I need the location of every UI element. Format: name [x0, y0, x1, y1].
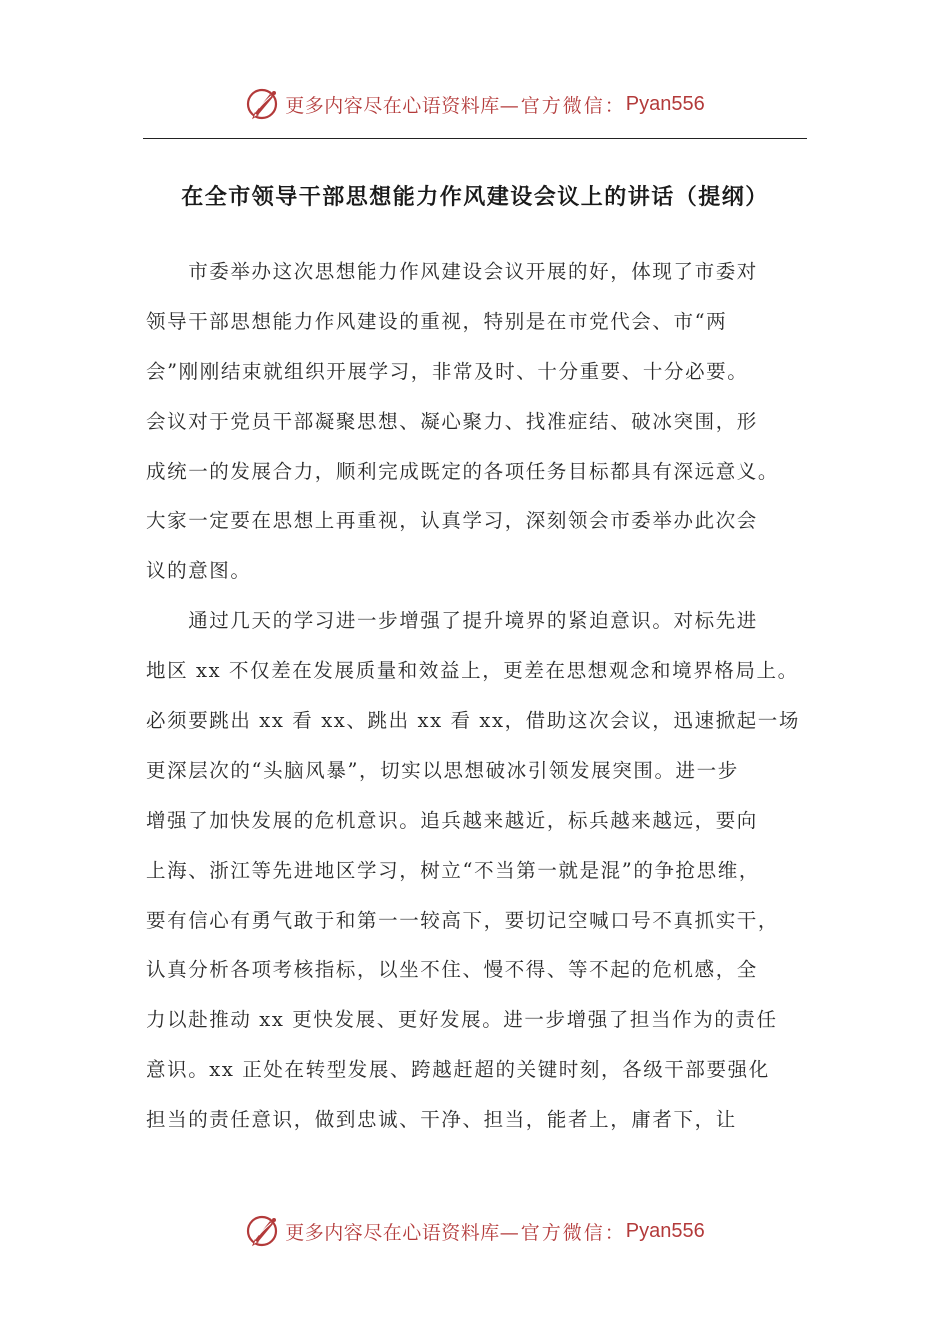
- body-line: 上海、浙江等先进地区学习，树立“不当第一就是混”的争抢思维，: [146, 858, 760, 882]
- banner-wechat-label: —官方微信：: [499, 94, 626, 117]
- body-line: 要有信心有勇气敢于和第一一较高下，要切记空喊口号不真抓实干，: [146, 908, 780, 932]
- banner-wechat-id: Pyan556: [625, 1219, 705, 1242]
- body-line: 认真分析各项考核指标，以坐不住、慢不得、等不起的危机感，全: [146, 958, 758, 982]
- body-line: 会”刚刚结束就组织开展学习，非常及时、十分重要、十分必要。: [146, 359, 749, 383]
- header-banner: [0, 82, 950, 126]
- quill-pen-logo-icon: [245, 86, 281, 122]
- banner-wechat-label: —官方微信：: [499, 1221, 626, 1244]
- body-line: 通过几天的学习进一步增强了提升境界的紧迫意识。对标先进: [146, 609, 758, 633]
- quill-pen-logo-icon: [245, 1213, 281, 1249]
- body-line: 地区 xx 不仅差在发展质量和效益上，更差在思想观念和境界格局上。: [146, 659, 799, 683]
- body-line: 增强了加快发展的危机意识。追兵越来越近，标兵越来越远，要向: [146, 808, 758, 832]
- header-divider: [143, 138, 807, 139]
- body-line: 领导干部思想能力作风建设的重视，特别是在市党代会、市“两: [146, 309, 728, 333]
- body-line: 会议对于党员干部凝聚思想、凝心聚力、找准症结、破冰突围，形: [146, 409, 758, 433]
- banner-wechat-id: Pyan556: [625, 92, 705, 115]
- document-title: 在全市领导干部思想能力作风建设会议上的讲话（提纲）: [181, 185, 769, 210]
- body-line: 力以赴推动 xx 更快发展、更好发展。进一步增强了担当作为的责任: [146, 1008, 778, 1032]
- body-line: 意识。xx 正处在转型发展、跨越赶超的关键时刻，各级干部要强化: [146, 1058, 770, 1082]
- body-line: 市委举办这次思想能力作风建设会议开展的好，体现了市委对: [146, 260, 758, 283]
- footer-banner: [0, 1209, 950, 1253]
- document-body: [146, 252, 820, 1150]
- body-line: 担当的责任意识，做到忠诚、干净、担当，能者上，庸者下，让: [146, 1108, 737, 1132]
- body-line: 成统一的发展合力，顺利完成既定的各项任务目标都具有深远意义。: [146, 459, 780, 483]
- body-line: 更深层次的“头脑风暴”，切实以思想破冰引领发展突围。进一步: [146, 758, 739, 782]
- banner-text: 更多内容尽在心语资料库: [285, 1221, 500, 1244]
- body-line: 议的意图。: [146, 559, 252, 583]
- body-line: 大家一定要在思想上再重视，认真学习，深刻领会市委举办此次会: [146, 509, 758, 533]
- body-line: 必须要跳出 xx 看 xx、跳出 xx 看 xx，借助这次会议，迅速掀起一场: [146, 709, 800, 733]
- banner-text: 更多内容尽在心语资料库: [285, 94, 500, 117]
